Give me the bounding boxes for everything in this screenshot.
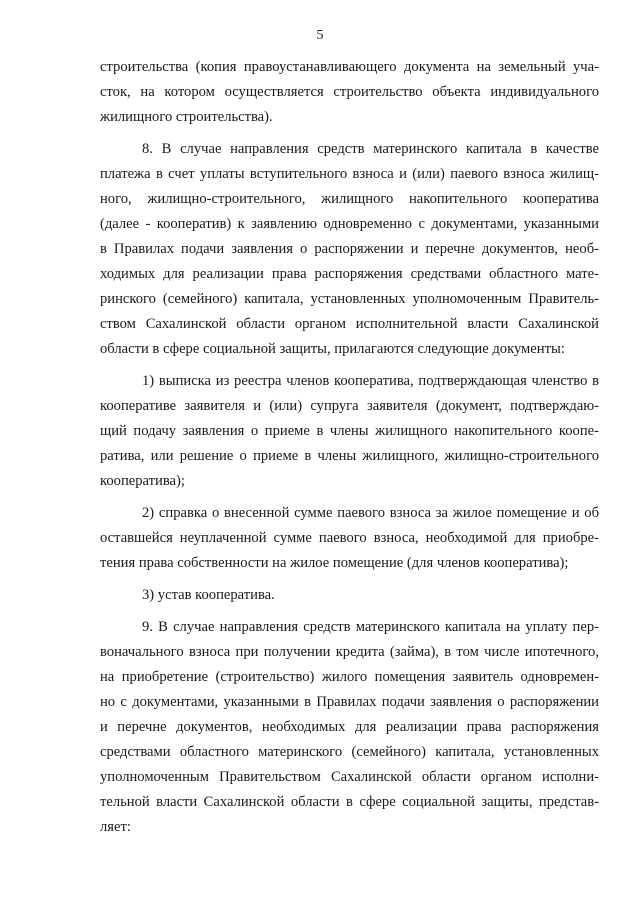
text-line-7: (далее - кооператив) к заявлению одновременно с документами, указанными [100, 216, 599, 232]
page-number: 5 [316, 28, 324, 43]
text-line-2: сток, на котором осуществляется строительство объекта индивидуального [100, 84, 599, 100]
text-line-5: платежа в счет уплаты вступительного взноса и (или) паевого взноса жилищ- [100, 166, 599, 182]
text-line-8: в Правилах подачи заявления о распоряжении и перечне документов, необ- [100, 241, 599, 257]
text-line-17: кооператива); [100, 473, 185, 489]
text-line-14: кооперативе заявителя и (или) супруга заявителя (документ, подтверждаю- [100, 398, 599, 414]
text-line-15: щий подачу заявления о приеме в члены жилищного накопительного коопе- [100, 423, 599, 439]
text-line-20: тения права собственности на жилое помещение (для членов кооператива); [100, 555, 569, 571]
text-line-25: но с документами, указанными в Правилах подачи заявления о распоряжении [100, 694, 599, 710]
text-line-29: тельной власти Сахалинской области в сфере социальной защиты, представ- [100, 794, 599, 810]
text-line-22: 9. В случае направления средств материнского капитала на уплату пер- [142, 619, 599, 635]
text-line-3: жилищного строительства). [100, 109, 273, 125]
text-line-26: и перечне документов, необходимых для реализации права распоряжения [100, 719, 599, 735]
text-line-30: ляет: [100, 819, 131, 835]
text-line-27: средствами областного материнского (семейного) капитала, установленных [100, 744, 599, 760]
text-line-24: на приобретение (строительство) жилого помещения заявитель одновремен- [100, 669, 599, 685]
text-line-6: ного, жилищно-строительного, жилищного накопительного кооператива [100, 191, 599, 207]
text-line-10: ринского (семейного) капитала, установленных уполномоченным Правитель- [100, 291, 599, 307]
text-line-4: 8. В случае направления средств материнского капитала в качестве [142, 141, 599, 157]
text-line-1: строительства (копия правоустанавливающего документа на земельный уча- [100, 59, 599, 75]
text-line-18: 2) справка о внесенной сумме паевого взноса за жилое помещение и об [142, 505, 599, 521]
text-line-28: уполномоченным Правительством Сахалинской области органом исполни- [100, 769, 599, 785]
text-line-9: ходимых для реализации права распоряжения средствами областного мате- [100, 266, 599, 282]
text-line-19: оставшейся неуплаченной сумме паевого взноса, необходимой для приобре- [100, 530, 599, 546]
text-line-12: области в сфере социальной защиты, прилагаются следующие документы: [100, 341, 565, 357]
text-line-13: 1) выписка из реестра членов кооператива, подтверждающая членство в [142, 373, 599, 389]
text-line-21: 3) устав кооператива. [142, 587, 275, 603]
text-line-16: ратива, или решение о приеме в члены жилищного, жилищно-строительного [100, 448, 599, 464]
text-line-11: ством Сахалинской области органом исполнительной власти Сахалинской [100, 316, 599, 332]
text-line-23: воначального взноса при получении кредита (займа), в том числе ипотечного, [100, 644, 599, 660]
